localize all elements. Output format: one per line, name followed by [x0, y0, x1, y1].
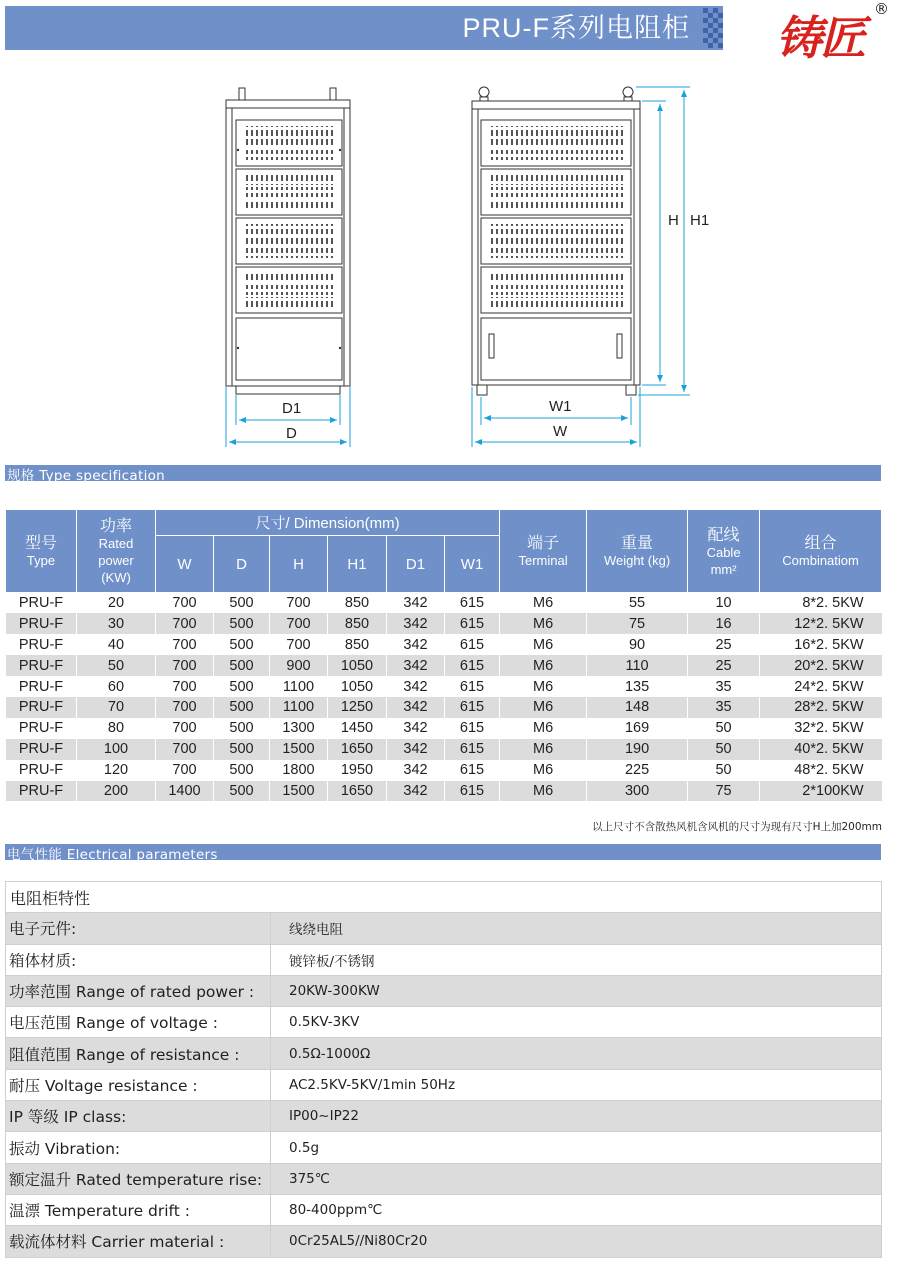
table-cell: 40*2. 5KW [760, 739, 882, 760]
table-cell: 700 [156, 697, 214, 718]
dim-label-d: D [286, 425, 297, 442]
table-cell: 615 [445, 634, 500, 655]
param-label: 阻值范围 Range of resistance : [6, 1038, 271, 1069]
table-cell: 1450 [328, 718, 387, 739]
table-cell: 700 [156, 593, 214, 614]
table-cell: 8*2. 5KW [760, 593, 882, 614]
table-cell: 700 [270, 613, 328, 634]
table-cell: 80 [77, 718, 156, 739]
table-cell: 28*2. 5KW [760, 697, 882, 718]
table-cell: 342 [387, 739, 445, 760]
table-cell: 342 [387, 781, 445, 802]
th-weight: 重量 Weight (kg) [587, 510, 688, 593]
spec-section-title: 规格 Type specification [7, 468, 166, 484]
list-item [6, 1132, 882, 1163]
th-w1: W1 [445, 536, 500, 593]
table-cell: 25 [688, 655, 760, 676]
table-row [6, 676, 882, 697]
param-value: 80-400ppm℃ [271, 1194, 882, 1225]
table-cell: 20*2. 5KW [760, 655, 882, 676]
cabinet-drawing [0, 75, 900, 455]
table-cell: 700 [156, 613, 214, 634]
table-cell: M6 [500, 613, 587, 634]
table-cell: PRU-F [6, 760, 77, 781]
list-item [6, 913, 882, 944]
table-cell: 55 [587, 593, 688, 614]
spec-section-bar [5, 465, 881, 484]
th-type: 型号 Type [6, 510, 77, 593]
table-cell: 40 [77, 634, 156, 655]
table-cell: 342 [387, 613, 445, 634]
table-cell: 70 [77, 697, 156, 718]
table-cell: PRU-F [6, 781, 77, 802]
table-cell: 700 [156, 718, 214, 739]
table-cell: 700 [156, 760, 214, 781]
param-label: 耐压 Voltage resistance : [6, 1069, 271, 1100]
table-cell: 342 [387, 718, 445, 739]
dim-label-w1: W1 [549, 398, 572, 415]
table-cell: 1400 [156, 781, 214, 802]
list-item [6, 1101, 882, 1132]
table-cell: 75 [587, 613, 688, 634]
table-cell: 700 [156, 655, 214, 676]
table-cell: M6 [500, 739, 587, 760]
table-row [6, 634, 882, 655]
table-cell: M6 [500, 593, 587, 614]
table-cell: 16 [688, 613, 760, 634]
param-value: 20KW-300KW [271, 975, 882, 1006]
table-cell: 342 [387, 697, 445, 718]
param-value: IP00~IP22 [271, 1101, 882, 1132]
table-cell: 200 [77, 781, 156, 802]
param-value: 0.5g [271, 1132, 882, 1163]
list-item [6, 1194, 882, 1225]
table-cell: 615 [445, 613, 500, 634]
table-cell: 615 [445, 697, 500, 718]
table-cell: 342 [387, 676, 445, 697]
table-cell: 500 [214, 718, 270, 739]
table-cell: 300 [587, 781, 688, 802]
table-cell: 342 [387, 634, 445, 655]
table-cell: 24*2. 5KW [760, 676, 882, 697]
list-item [6, 975, 882, 1006]
table-cell: 225 [587, 760, 688, 781]
th-power: 功率 Rated power (KW) [77, 510, 156, 593]
table-cell: 342 [387, 593, 445, 614]
table-cell: 615 [445, 739, 500, 760]
table-cell: 850 [328, 593, 387, 614]
table-cell: 700 [156, 676, 214, 697]
dim-label-h: H [668, 212, 679, 229]
table-row [6, 760, 882, 781]
table-cell: 700 [156, 739, 214, 760]
table-cell: 700 [270, 634, 328, 655]
th-d1: D1 [387, 536, 445, 593]
table-cell: 10 [688, 593, 760, 614]
dim-label-d1: D1 [282, 400, 302, 417]
param-label: 振动 Vibration: [6, 1132, 271, 1163]
table-cell: 50 [688, 718, 760, 739]
table-cell: 500 [214, 593, 270, 614]
table-cell: 2*100KW [760, 781, 882, 802]
table-cell: M6 [500, 655, 587, 676]
table-cell: 35 [688, 697, 760, 718]
electrical-caption: 电阻柜特性 [6, 882, 882, 913]
table-cell: 12*2. 5KW [760, 613, 882, 634]
table-cell: PRU-F [6, 718, 77, 739]
table-cell: 90 [587, 634, 688, 655]
table-cell: 500 [214, 676, 270, 697]
table-cell: PRU-F [6, 697, 77, 718]
table-cell: M6 [500, 697, 587, 718]
table-row [6, 697, 882, 718]
table-cell: 1950 [328, 760, 387, 781]
table-row [6, 718, 882, 739]
table-cell: 700 [270, 593, 328, 614]
table-cell: 32*2. 5KW [760, 718, 882, 739]
param-value: 0.5KV-3KV [271, 1007, 882, 1038]
dim-label-h1: H1 [690, 212, 710, 229]
table-cell: 1050 [328, 676, 387, 697]
table-row [6, 593, 882, 614]
electrical-table [5, 881, 882, 1258]
param-value: AC2.5KV-5KV/1min 50Hz [271, 1069, 882, 1100]
table-cell: M6 [500, 676, 587, 697]
table-cell: 25 [688, 634, 760, 655]
table-cell: 1500 [270, 739, 328, 760]
th-h1: H1 [328, 536, 387, 593]
table-cell: 50 [688, 760, 760, 781]
table-cell: 615 [445, 781, 500, 802]
table-cell: M6 [500, 760, 587, 781]
table-cell: PRU-F [6, 676, 77, 697]
table-cell: 1650 [328, 739, 387, 760]
table-cell: M6 [500, 718, 587, 739]
table-cell: 615 [445, 655, 500, 676]
table-row [6, 739, 882, 760]
table-cell: 342 [387, 760, 445, 781]
table-cell: 500 [214, 760, 270, 781]
table-cell: 900 [270, 655, 328, 676]
table-cell: 500 [214, 613, 270, 634]
param-label: IP 等级 IP class: [6, 1101, 271, 1132]
param-label: 电子元件: [6, 913, 271, 944]
table-cell: 60 [77, 676, 156, 697]
param-label: 功率范围 Range of rated power : [6, 975, 271, 1006]
th-combination: 组合 Combinatiom [760, 510, 882, 593]
param-value: 线绕电阻 [271, 913, 882, 944]
table-cell: PRU-F [6, 655, 77, 676]
list-item [6, 1226, 882, 1257]
th-dimension: 尺寸/ Dimension(mm) [156, 510, 500, 536]
param-label: 箱体材质: [6, 944, 271, 975]
registered-mark: ® [874, 0, 889, 18]
table-row [6, 655, 882, 676]
table-cell: 48*2. 5KW [760, 760, 882, 781]
table-cell: M6 [500, 781, 587, 802]
table-cell: 100 [77, 739, 156, 760]
table-cell: 1250 [328, 697, 387, 718]
table-cell: 1300 [270, 718, 328, 739]
page-title: PRU-F系列电阻柜 [462, 13, 690, 43]
table-cell: 500 [214, 634, 270, 655]
th-w: W [156, 536, 214, 593]
param-value: 375℃ [271, 1163, 882, 1194]
table-cell: 615 [445, 676, 500, 697]
table-cell: 1800 [270, 760, 328, 781]
table-cell: 135 [587, 676, 688, 697]
table-cell: 342 [387, 655, 445, 676]
table-cell: 1500 [270, 781, 328, 802]
list-item [6, 1069, 882, 1100]
table-cell: 1100 [270, 697, 328, 718]
table-cell: 169 [587, 718, 688, 739]
th-h: H [270, 536, 328, 593]
table-cell: 1100 [270, 676, 328, 697]
table-cell: 30 [77, 613, 156, 634]
electrical-section-bar [5, 844, 881, 863]
table-cell: PRU-F [6, 634, 77, 655]
table-cell: 120 [77, 760, 156, 781]
table-cell: 850 [328, 634, 387, 655]
table-cell: 35 [688, 676, 760, 697]
th-terminal: 端子 Terminal [500, 510, 587, 593]
table-cell: 110 [587, 655, 688, 676]
table-cell: PRU-F [6, 739, 77, 760]
param-value: 0.5Ω-1000Ω [271, 1038, 882, 1069]
table-cell: 615 [445, 760, 500, 781]
table-cell: 1650 [328, 781, 387, 802]
param-value: 镀锌板/不锈钢 [271, 944, 882, 975]
spec-table [5, 509, 882, 801]
list-item [6, 1007, 882, 1038]
header-checker-decoration [703, 6, 725, 50]
dim-label-w: W [553, 423, 568, 440]
table-cell: PRU-F [6, 593, 77, 614]
table-cell: 190 [587, 739, 688, 760]
param-value: 0Cr25AL5//Ni80Cr20 [271, 1226, 882, 1257]
list-item [6, 944, 882, 975]
param-label: 额定温升 Rated temperature rise: [6, 1163, 271, 1194]
list-item [6, 1038, 882, 1069]
th-d: D [214, 536, 270, 593]
table-cell: 75 [688, 781, 760, 802]
param-label: 温漂 Temperature drift : [6, 1194, 271, 1225]
table-cell: 700 [156, 634, 214, 655]
table-cell: 20 [77, 593, 156, 614]
table-cell: 148 [587, 697, 688, 718]
table-cell: 50 [688, 739, 760, 760]
param-label: 电压范围 Range of voltage : [6, 1007, 271, 1038]
table-cell: 500 [214, 739, 270, 760]
brand-logo: 铸匠 [776, 11, 864, 65]
th-cable: 配线 Cable mm² [688, 510, 760, 593]
table-cell: 500 [214, 781, 270, 802]
table-cell: M6 [500, 634, 587, 655]
table-row [6, 613, 882, 634]
table-cell: 500 [214, 655, 270, 676]
table-row [6, 781, 882, 802]
table-cell: 1050 [328, 655, 387, 676]
dimension-note: 以上尺寸不含散热风机含风机的尺寸为现有尺寸H上加200mm [592, 821, 882, 833]
param-label: 载流体材料 Carrier material : [6, 1226, 271, 1257]
table-cell: 850 [328, 613, 387, 634]
table-cell: PRU-F [6, 613, 77, 634]
electrical-section-title: 电气性能 Electrical parameters [7, 847, 218, 863]
list-item [6, 1163, 882, 1194]
table-cell: 16*2. 5KW [760, 634, 882, 655]
table-cell: 615 [445, 718, 500, 739]
table-cell: 500 [214, 697, 270, 718]
table-cell: 615 [445, 593, 500, 614]
table-cell: 50 [77, 655, 156, 676]
